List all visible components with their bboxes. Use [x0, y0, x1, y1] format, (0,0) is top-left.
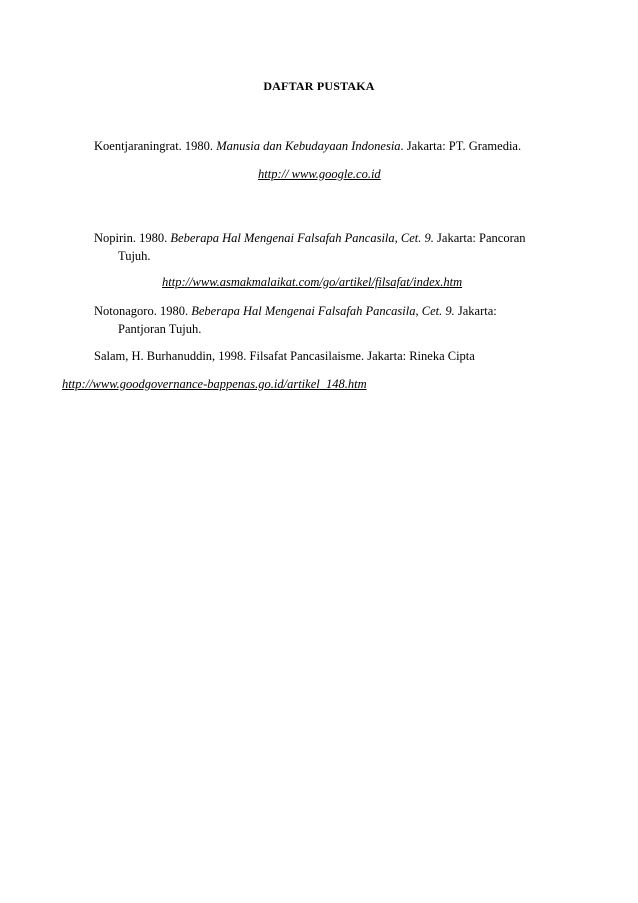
reference-link-google[interactable]: http:// www.google.co.id: [258, 167, 381, 181]
reference-link-asmakmalaikat[interactable]: http://www.asmakmalaikat.com/go/artikel/filsafat/index.htm: [162, 275, 463, 289]
reference-publisher: Jakarta:: [454, 304, 497, 318]
reference-continuation: Tujuh.: [118, 249, 151, 263]
reference-continuation: Pantjoran Tujuh.: [118, 322, 202, 336]
reference-publisher: Jakarta: Pancoran: [433, 231, 526, 245]
reference-text: Salam, H. Burhanuddin, 1998. Filsafat Pancasilaisme. Jakarta: Rineka Cipta: [94, 349, 475, 363]
reference-author-year: Nopirin. 1980.: [94, 231, 168, 245]
reference-title: Beberapa Hal Mengenai Falsafah Pancasila: [191, 304, 416, 318]
reference-separator: ,: [415, 304, 422, 318]
reference-nopirin: [94, 229, 564, 265]
reference-koentjaraningrat: [94, 137, 564, 155]
reference-publisher: . Jakarta: PT. Gramedia.: [400, 139, 522, 153]
reference-title: Beberapa Hal Mengenai Falsafah Pancasila, Cet. 9.: [170, 231, 434, 245]
reference-title: Manusia dan Kebudayaan Indonesia: [216, 139, 401, 153]
reference-link-goodgovernance[interactable]: http://www.goodgovernance-bappenas.go.id/artikel_148.htm: [62, 377, 367, 391]
reference-author-year: Notonagoro. 1980.: [94, 304, 189, 318]
reference-notonagoro: [94, 302, 564, 338]
reference-salam: [94, 347, 564, 365]
reference-author-year: Koentjaraningrat. 1980.: [94, 139, 214, 153]
reference-edition: Cet. 9.: [421, 304, 455, 318]
page-title: DAFTAR PUSTAKA: [263, 79, 375, 93]
